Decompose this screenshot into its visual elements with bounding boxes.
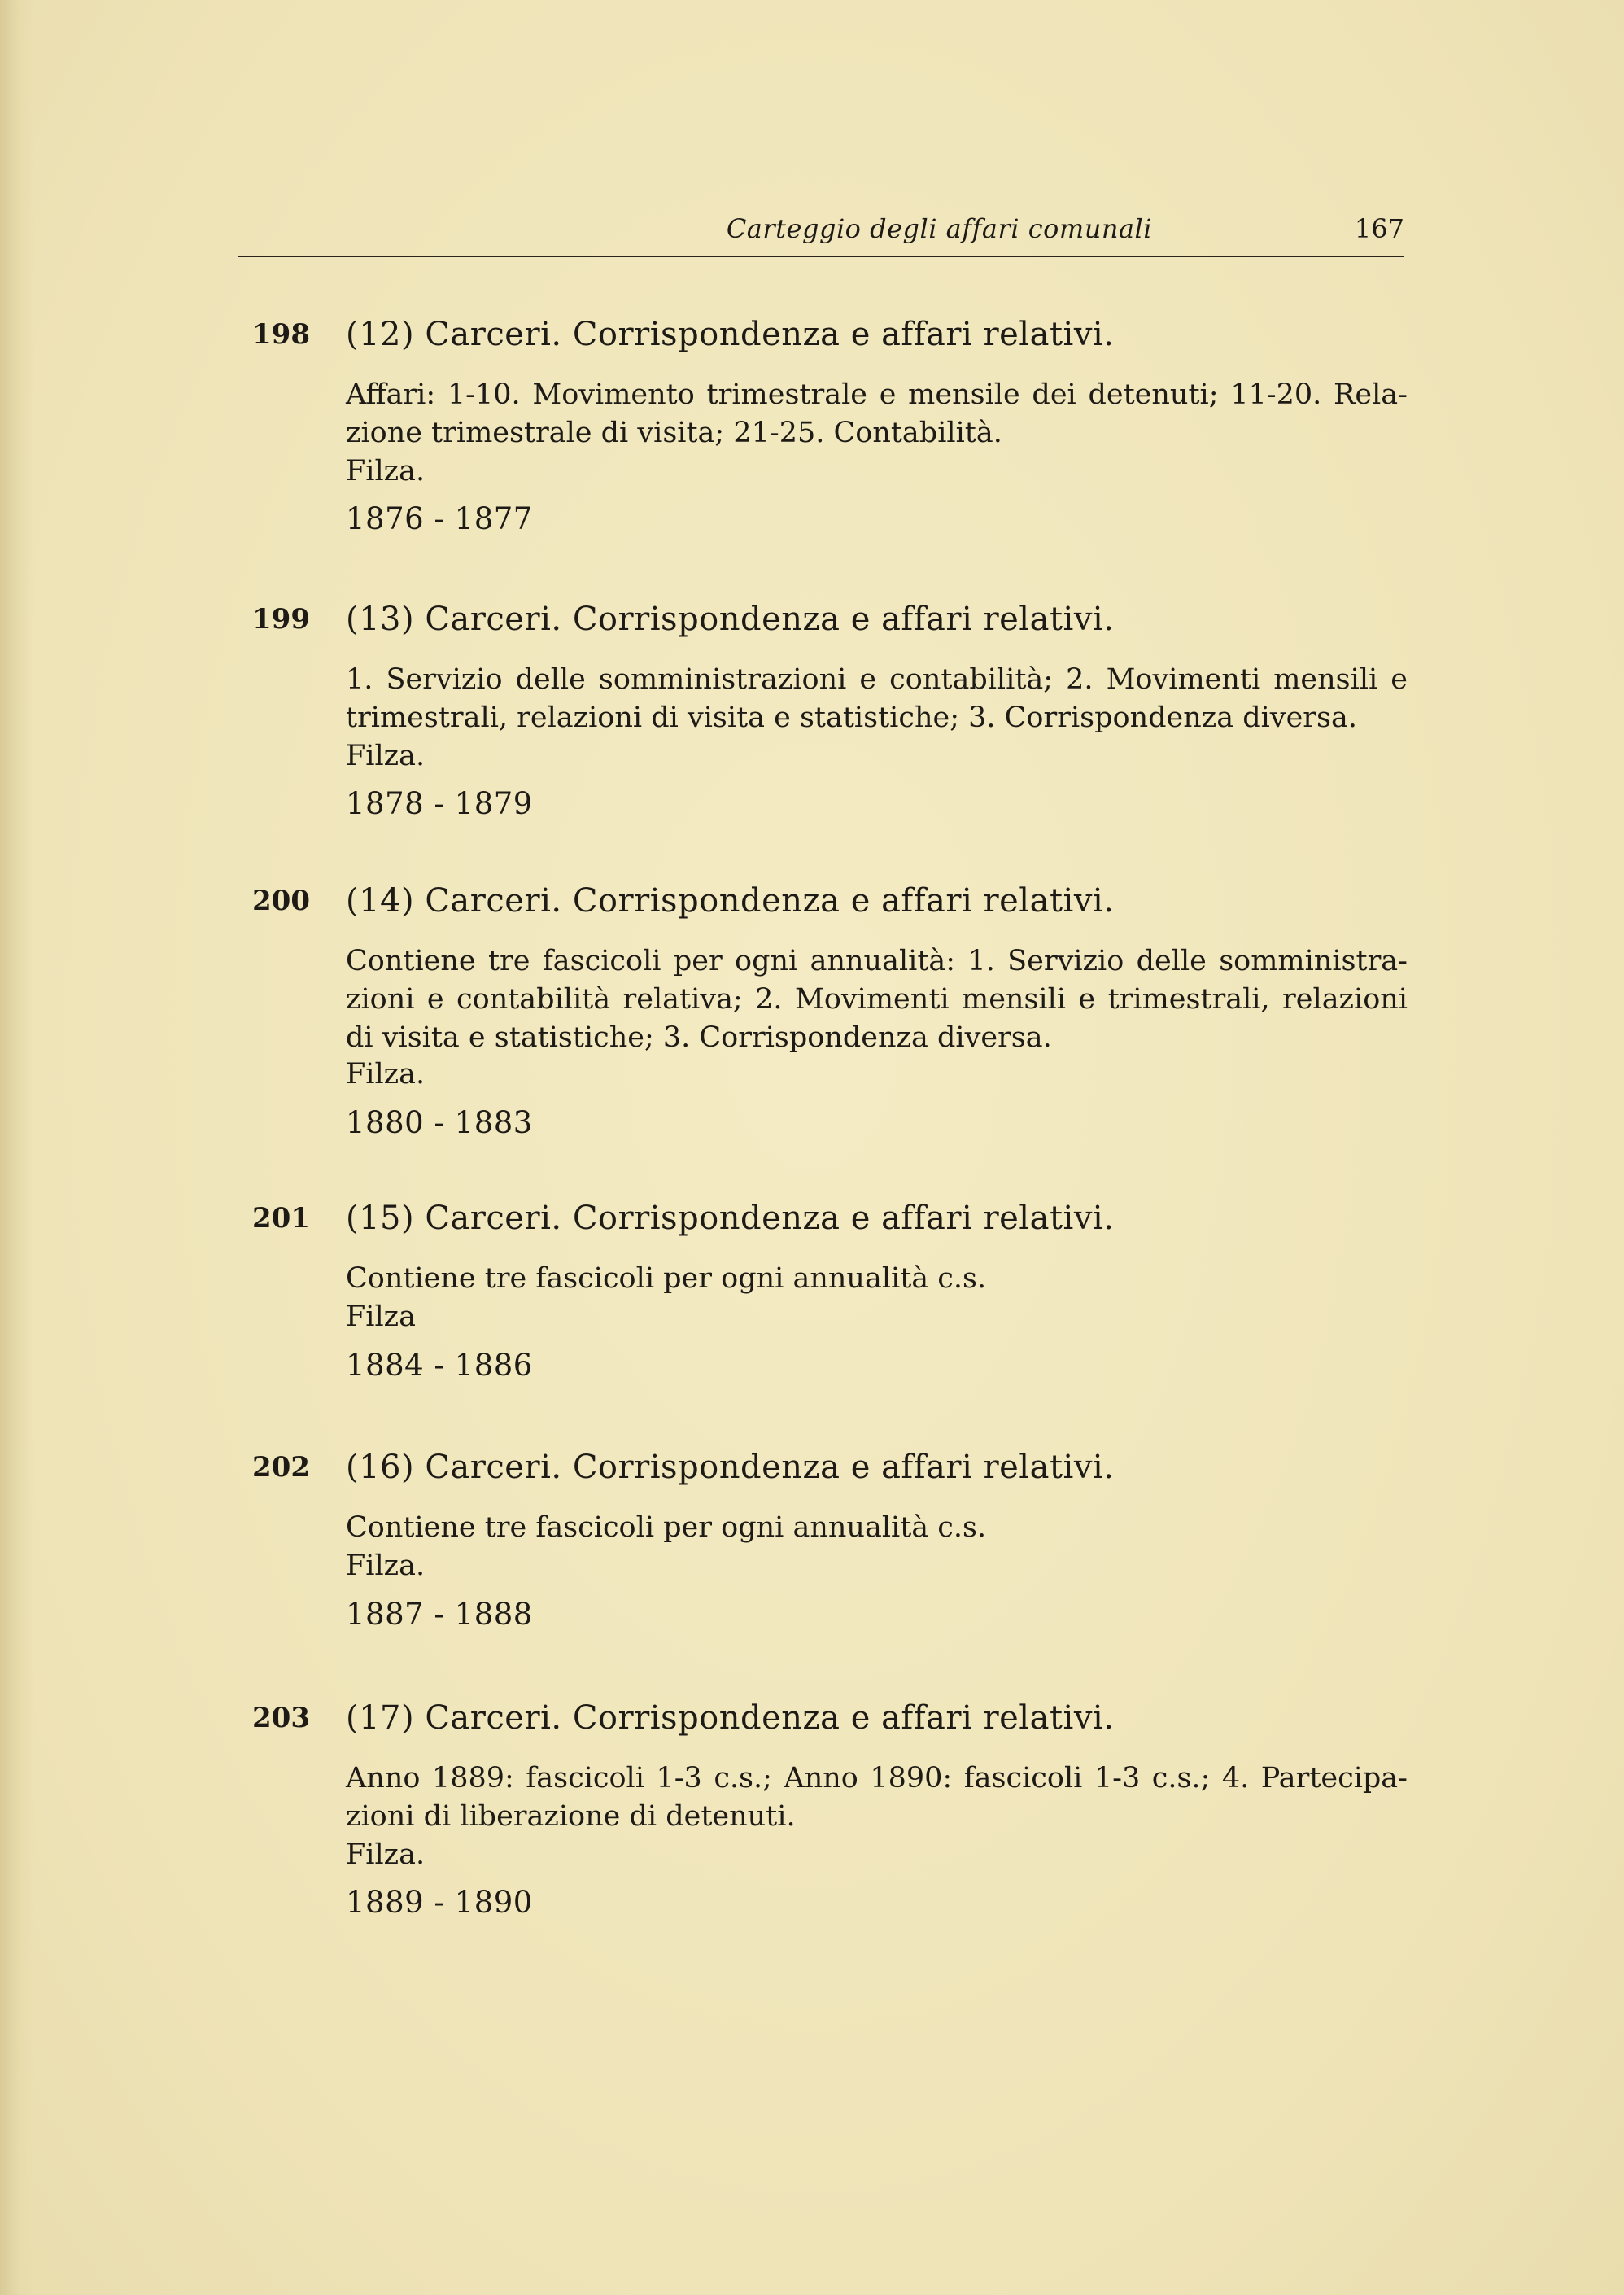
entry-description-line: 1. Servizio delle somministrazioni e contabilità; 2. Movimenti mensili e — [346, 663, 1408, 696]
entry-description-line: trimestrali, relazioni di visita e statistiche; 3. Corrispondenza diversa. — [346, 702, 1357, 734]
entry-description — [346, 1760, 1408, 1836]
entry-description-line: Contiene tre fascicoli per ogni annualità: 1. Servizio delle somministra- — [346, 945, 1408, 977]
header-rule — [238, 256, 1404, 257]
entry-description-line: di visita e statistiche; 3. Corrispondenza diversa. — [346, 1021, 1052, 1054]
entry-description — [346, 1260, 1408, 1298]
entry-dates: 1880 - 1883 — [346, 1105, 533, 1140]
entry-dates: 1887 - 1888 — [346, 1597, 533, 1632]
entry-type: Filza — [346, 1300, 416, 1333]
entry-type: Filza. — [346, 1838, 426, 1871]
entry-type: Filza. — [346, 740, 426, 772]
entry-number: 201 — [252, 1202, 310, 1235]
entry-description — [346, 942, 1408, 1057]
entry-dates: 1878 - 1879 — [346, 786, 533, 821]
entry-dates: 1884 - 1886 — [346, 1348, 533, 1383]
entry-dates: 1889 - 1890 — [346, 1885, 533, 1920]
entry-description-line: zioni di liberazione di detenuti. — [346, 1800, 796, 1833]
entry-dates: 1876 - 1877 — [346, 501, 533, 536]
running-header — [238, 213, 1404, 254]
entry-number: 199 — [252, 603, 310, 636]
entry-description — [346, 1509, 1408, 1547]
entry-description-line: zioni e contabilità relativa; 2. Movimenti mensili e trimestrali, relazioni — [346, 983, 1408, 1016]
entry-type: Filza. — [346, 455, 426, 487]
entry-description-line: Affari: 1-10. Movimento trimestrale e mensile dei detenuti; 11-20. Rela- — [346, 378, 1408, 411]
entry-number: 203 — [252, 1702, 310, 1734]
entry-description — [346, 376, 1408, 452]
entry-number: 198 — [252, 318, 310, 351]
entry-description-line: zione trimestrale di visita; 21-25. Contabilità. — [346, 417, 1002, 449]
entry-title: (12) Carceri. Corrispondenza e affari relativi. — [346, 316, 1115, 353]
page-spine-shadow — [0, 0, 34, 2295]
running-header-title: Carteggio degli affari comunali — [726, 213, 1152, 244]
entry-title: (16) Carceri. Corrispondenza e affari relativi. — [346, 1449, 1115, 1486]
entry-number: 202 — [252, 1451, 310, 1484]
page-number: 167 — [1354, 213, 1404, 244]
entry-title: (14) Carceri. Corrispondenza e affari relativi. — [346, 882, 1115, 920]
entry-title: (17) Carceri. Corrispondenza e affari relativi. — [346, 1699, 1115, 1737]
entry-title: (13) Carceri. Corrispondenza e affari relativi. — [346, 601, 1115, 638]
entry-description-line: Anno 1889: fascicoli 1-3 c.s.; Anno 1890: fascicoli 1-3 c.s.; 4. Partecipa- — [346, 1762, 1408, 1794]
entry-type: Filza. — [346, 1550, 426, 1582]
entry-description-line: Contiene tre fascicoli per ogni annualità c.s. — [346, 1511, 987, 1544]
entry-type: Filza. — [346, 1058, 426, 1091]
entry-title: (15) Carceri. Corrispondenza e affari relativi. — [346, 1200, 1115, 1237]
entry-description-line: Contiene tre fascicoli per ogni annualità c.s. — [346, 1262, 987, 1295]
entry-number: 200 — [252, 885, 310, 917]
entry-description — [346, 661, 1408, 737]
